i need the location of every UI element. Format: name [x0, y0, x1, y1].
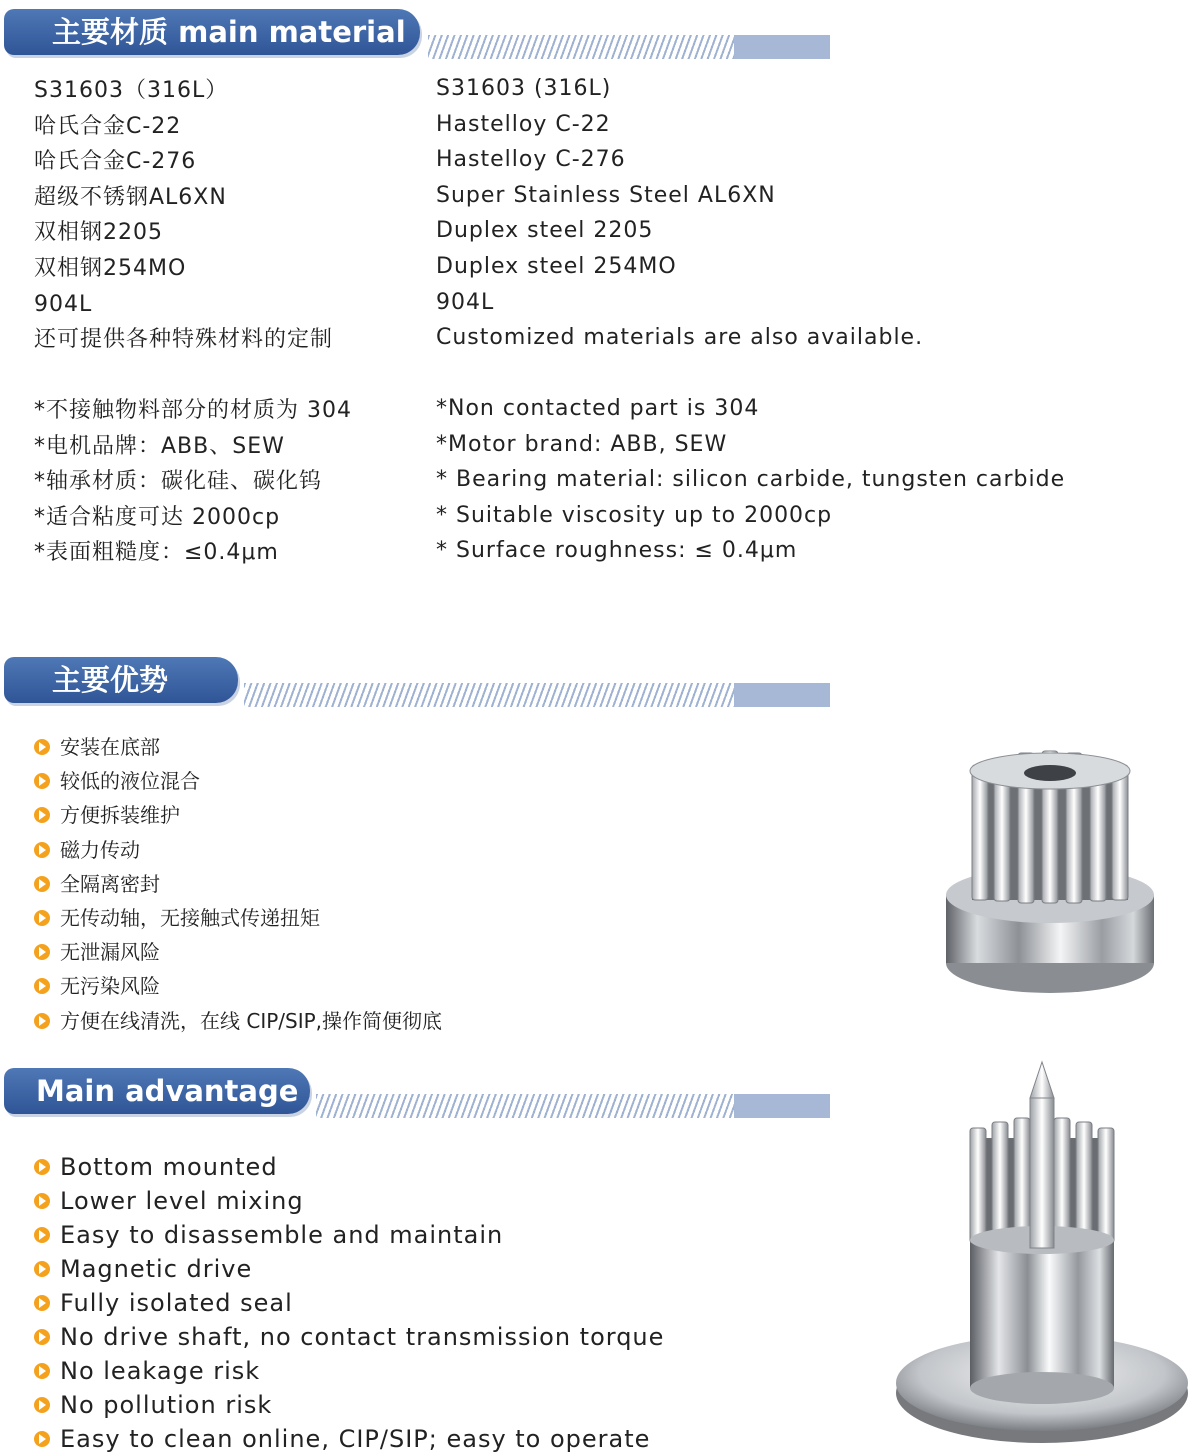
advantage-en-list — [34, 1150, 664, 1456]
list-item — [34, 798, 442, 832]
material-item: Hastelloy C-22 — [436, 111, 611, 137]
list-item-text: 无传动轴，无接触式传递扭矩 — [60, 905, 320, 930]
list-item — [34, 1320, 664, 1354]
material-item: 还可提供各种特殊材料的定制 — [34, 327, 334, 353]
note-item: *电机品牌：ABB、SEW — [34, 433, 285, 459]
material-item: 哈氏合金C-22 — [34, 113, 182, 139]
list-item — [34, 901, 442, 935]
list-item — [34, 1354, 664, 1388]
arrow-bullet-icon — [34, 944, 50, 960]
arrow-bullet-icon — [34, 1013, 50, 1029]
advantage-cn-list — [34, 730, 442, 1038]
arrow-bullet-icon — [34, 1397, 50, 1413]
notes-list-chinese — [34, 393, 352, 571]
arrow-bullet-icon — [34, 1193, 50, 1209]
note-item: * Suitable viscosity up to 2000cp — [436, 502, 833, 528]
material-item: 超级不锈钢AL6XN — [34, 184, 227, 210]
list-item — [34, 1286, 664, 1320]
header-bar — [734, 683, 830, 707]
header-stripes — [244, 683, 734, 707]
impeller-photo-top — [940, 745, 1160, 997]
list-item-text: Bottom mounted — [60, 1153, 278, 1181]
material-item: S31603（316L） — [34, 78, 229, 103]
header-stripes — [428, 35, 734, 59]
advantage-cn-title: 主要优势 — [4, 657, 238, 703]
arrow-bullet-icon — [34, 1329, 50, 1345]
material-item: Duplex steel 2205 — [436, 218, 654, 244]
impeller-photo-bottom — [892, 1058, 1192, 1448]
material-item: Super Stainless Steel AL6XN — [436, 182, 776, 208]
note-item: *Motor brand: ABB, SEW — [436, 431, 728, 457]
header-stripes — [316, 1094, 734, 1118]
header-bar — [734, 35, 830, 59]
list-item — [34, 1004, 442, 1038]
list-item — [34, 1150, 664, 1184]
list-item — [34, 764, 442, 798]
note-item: *Non contacted part is 304 — [436, 396, 760, 421]
list-item — [34, 1218, 664, 1252]
header-bar — [734, 1094, 830, 1118]
list-item-text: Fully isolated seal — [60, 1289, 293, 1317]
list-item-text: 磁力传动 — [60, 837, 140, 862]
note-item: *表面粗糙度：≤0.4μm — [34, 540, 279, 566]
list-item — [34, 730, 442, 764]
arrow-bullet-icon — [34, 739, 50, 755]
advantage-cn-header — [4, 657, 830, 705]
advantage-en-header — [4, 1068, 830, 1116]
arrow-bullet-icon — [34, 978, 50, 994]
list-item — [34, 1184, 664, 1218]
list-item-text: No pollution risk — [60, 1391, 273, 1419]
list-item — [34, 935, 442, 969]
material-list-english — [436, 71, 923, 356]
arrow-bullet-icon — [34, 910, 50, 926]
main-material-header — [4, 9, 830, 57]
arrow-bullet-icon — [34, 1363, 50, 1379]
list-item — [34, 1252, 664, 1286]
list-item-text: No leakage risk — [60, 1357, 261, 1385]
list-item — [34, 833, 442, 867]
list-item — [34, 867, 442, 901]
list-item-text: 无污染风险 — [60, 974, 160, 999]
note-item: * Surface roughness: ≤ 0.4μm — [436, 538, 798, 564]
list-item-text: 全隔离密封 — [60, 871, 160, 896]
list-item-text: No drive shaft, no contact transmission torque — [60, 1323, 665, 1351]
note-item: * Bearing material: silicon carbide, tungsten carbide — [436, 467, 1066, 493]
list-item-text: Magnetic drive — [60, 1255, 253, 1283]
note-item: *适合粘度可达 2000cp — [34, 504, 281, 530]
material-item: Duplex steel 254MO — [436, 253, 677, 279]
list-item — [34, 1422, 664, 1456]
arrow-bullet-icon — [34, 1227, 50, 1243]
list-item-text: Lower level mixing — [60, 1187, 304, 1215]
list-item — [34, 1388, 664, 1422]
material-list-chinese — [34, 73, 333, 358]
list-item-text: Easy to disassemble and maintain — [60, 1221, 504, 1249]
material-item: Customized materials are also available. — [436, 325, 924, 351]
material-item: 904L — [34, 291, 93, 317]
arrow-bullet-icon — [34, 1295, 50, 1311]
list-item — [34, 969, 442, 1003]
arrow-bullet-icon — [34, 773, 50, 789]
arrow-bullet-icon — [34, 1261, 50, 1277]
arrow-bullet-icon — [34, 842, 50, 858]
note-item: *轴承材质：碳化硅、碳化钨 — [34, 469, 323, 495]
material-item: Hastelloy C-276 — [436, 147, 626, 173]
material-item: 哈氏合金C-276 — [34, 149, 197, 175]
list-item-text: 方便在线清洗，在线 CIP/SIP,操作简便彻底 — [60, 1008, 443, 1033]
material-item: 双相钢254MO — [34, 255, 187, 281]
arrow-bullet-icon — [34, 807, 50, 823]
list-item-text: Easy to clean online, CIP/SIP; easy to operate — [60, 1425, 651, 1453]
main-material-title: 主要材质 main material — [4, 9, 420, 55]
list-item-text: 较低的液位混合 — [60, 769, 200, 794]
list-item-text: 方便拆装维护 — [60, 803, 180, 828]
advantage-en-title: Main advantage — [4, 1068, 310, 1114]
arrow-bullet-icon — [34, 1159, 50, 1175]
arrow-bullet-icon — [34, 1431, 50, 1447]
material-item: 双相钢2205 — [34, 220, 163, 246]
list-item-text: 安装在底部 — [60, 735, 160, 759]
note-item: *不接触物料部分的材质为 304 — [34, 398, 352, 423]
material-item: S31603 (316L) — [436, 76, 612, 101]
material-item: 904L — [436, 289, 495, 315]
arrow-bullet-icon — [34, 876, 50, 892]
notes-list-english — [436, 391, 1065, 569]
list-item-text: 无泄漏风险 — [60, 940, 160, 965]
